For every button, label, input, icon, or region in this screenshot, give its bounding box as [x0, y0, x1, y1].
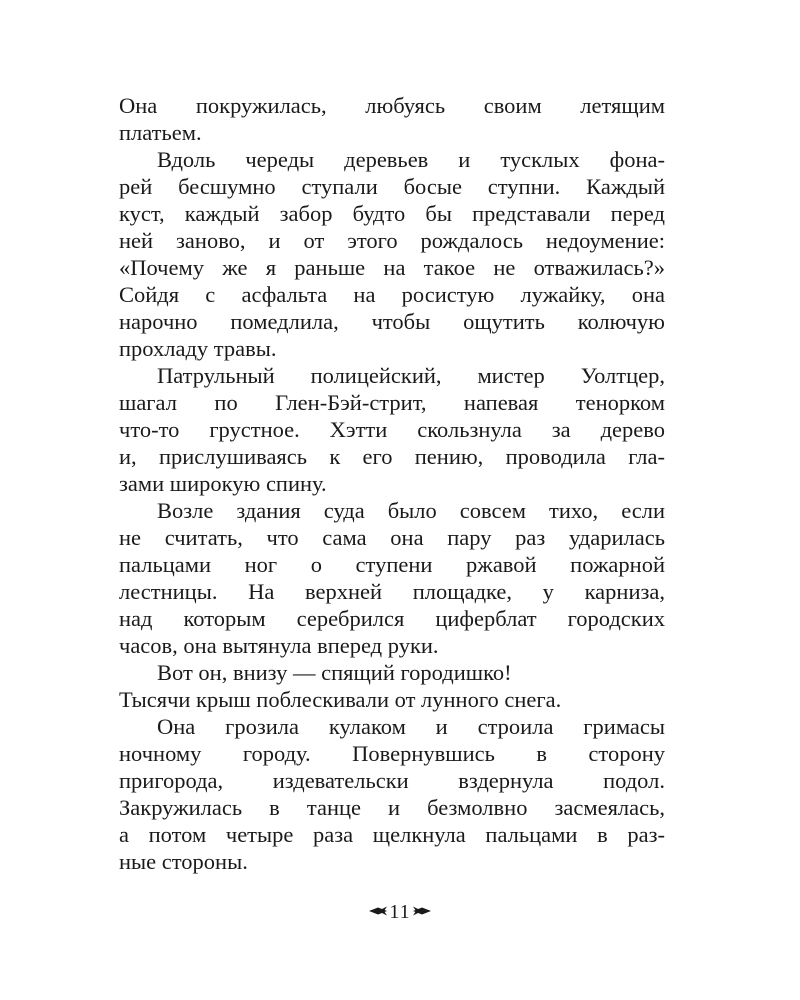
page-number-folio — [0, 898, 800, 926]
text-line: часов, она вытянула вперед руки. — [119, 633, 439, 658]
text-line: а потом четыре раза щелкнула пальцами в раз- — [119, 822, 665, 847]
text-line: Она покружилась, любуясь своим летящим — [119, 93, 665, 118]
page-number: 11 — [389, 901, 411, 923]
text-line: и, прислушиваясь к его пению, проводила гла- — [119, 444, 665, 469]
text-line: Возле здания суда было совсем тихо, если — [157, 498, 665, 523]
right-ornament-icon — [413, 906, 431, 916]
text-line: платьем. — [119, 120, 202, 145]
text-line: Тысячи крыш поблескивали от лунного снега. — [119, 687, 562, 712]
left-ornament-icon — [369, 906, 387, 916]
text-line: Закружилась в танце и безмолвно засмеялась, — [119, 795, 665, 820]
text-line: Вот он, внизу — спящий городишко! — [157, 660, 512, 685]
text-line: Вдоль череды деревьев и тусклых фона- — [157, 147, 665, 172]
text-line: пальцами ног о ступени ржавой пожарной — [119, 552, 665, 577]
text-block — [119, 92, 665, 875]
text-line: куст, каждый забор будто бы представали перед — [119, 201, 665, 226]
text-line: рей бесшумно ступали босые ступни. Каждый — [119, 174, 665, 199]
text-line: зами широкую спину. — [119, 471, 327, 496]
text-line: ней заново, и от этого рождалось недоумение: — [119, 228, 665, 253]
text-line: Сойдя с асфальта на росистую лужайку, она — [119, 282, 665, 307]
text-line: ночному городу. Повернувшись в сторону — [119, 741, 665, 766]
text-line: лестницы. На верхней площадке, у карниза, — [119, 579, 665, 604]
text-line: что-то грустное. Хэтти скользнула за дерево — [119, 417, 665, 442]
text-line: не считать, что сама она пару раз ударилась — [119, 525, 665, 550]
text-line: Патрульный полицейский, мистер Уолтцер, — [157, 363, 665, 388]
text-line: над которым серебрился циферблат городских — [119, 606, 665, 631]
text-line: прохладу травы. — [119, 336, 277, 361]
text-line: нарочно помедлила, чтобы ощутить колючую — [119, 309, 665, 334]
text-line: шагал по Глен-Бэй-стрит, напевая тенорком — [119, 390, 665, 415]
text-line: Она грозила кулаком и строила гримасы — [157, 714, 665, 739]
text-line: ные стороны. — [119, 849, 248, 874]
text-line: «Почему же я раньше на такое не отважилась?» — [119, 255, 665, 280]
text-line: пригорода, издевательски вздернула подол. — [119, 768, 665, 793]
